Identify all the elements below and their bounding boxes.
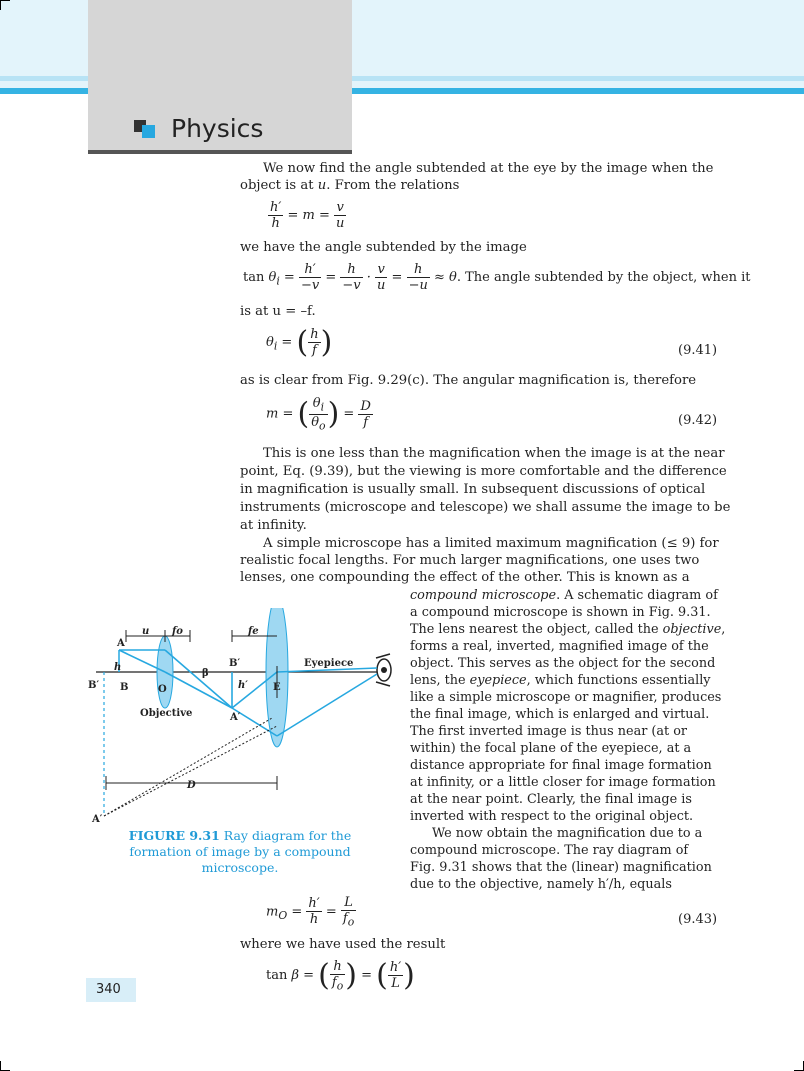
label-A-prime: A′	[230, 712, 241, 723]
text-line: instruments (microscope and telescope) we shall assume the image to be	[240, 500, 731, 515]
text-line: realistic focal lengths. For much larger magnifications, one uses two	[240, 553, 700, 568]
caption-label: FIGURE 9.31	[128, 828, 220, 843]
label-B-prime-image: B′	[229, 658, 241, 669]
label-u: u	[142, 626, 150, 637]
text-line: We now find the angle subtended at the eye by the image when the	[263, 161, 714, 176]
label-O: O	[158, 684, 167, 695]
text-line: as is clear from Fig. 9.29(c). The angular magnification is, therefore	[240, 373, 697, 388]
text-line: The first inverted image is thus near (at or	[410, 724, 688, 739]
label-D: D	[187, 780, 196, 791]
text-line: within) the focal plane of the eyepiece, at a	[410, 741, 692, 756]
text-line: is at u = –f.	[240, 304, 316, 319]
eye-icon	[376, 654, 391, 686]
crop-mark-icon	[0, 1061, 10, 1071]
text-line: at infinity.	[240, 518, 307, 533]
label-E: E	[273, 682, 281, 693]
label-h-prime: h′	[238, 680, 248, 691]
text-line: The lens nearest the object, called the objective,	[410, 622, 726, 637]
text-line: object is at u. From the relations	[240, 178, 460, 193]
label-fo: fo	[172, 626, 183, 637]
virtual-ray	[104, 726, 277, 816]
text-line: distance appropriate for final image formation	[410, 758, 712, 773]
text-line: A simple microscope has a limited maximum magnification (≤ 9) for	[263, 536, 719, 551]
text-line: a compound microscope is shown in Fig. 9.31.	[410, 605, 711, 620]
equation-number: (9.42)	[678, 413, 718, 428]
chapter-title: Physics	[171, 114, 264, 143]
equation-tan-theta: $\tan \theta_i$ = $\frac{h'}{-v}$ = $\frac{h}{-v}$ · $\frac{v}{u}$ = $\frac{h}{-u}$ ≈ θ. The angle subtended by the object, when it	[243, 262, 751, 293]
text-line: we have the angle subtended by the image	[240, 240, 527, 255]
text-line: forms a real, inverted, magnified image of the	[410, 639, 709, 654]
text-line: due to the objective, namely h′/h, equals	[410, 877, 672, 892]
chapter-icon	[134, 120, 158, 138]
label-A-double-prime: A′	[92, 814, 103, 824]
label-beta: β	[202, 668, 209, 679]
text-line: in magnification is usually small. In subsequent discussions of optical	[240, 482, 706, 497]
text-line: where we have used the result	[240, 937, 446, 952]
label-A: A	[117, 638, 125, 649]
label-objective: Objective	[140, 708, 193, 719]
equation-9-41: $\theta_i$ = ( $\frac{h}{f}$ )	[266, 325, 333, 360]
text-line: at infinity, or a little closer for image formation	[410, 775, 716, 790]
text-line: Fig. 9.31 shows that the (linear) magnification	[410, 860, 712, 875]
crop-mark-icon	[0, 0, 10, 10]
text-line: object. This serves as the object for the second	[410, 656, 716, 671]
equation-tan-beta: tan β = ( $\frac{h}{f_o}$ ) = ( $\frac{h'}{L}$ )	[266, 958, 415, 993]
text-line: lens, the eyepiece, which functions essentially	[410, 673, 711, 688]
page-number: 340	[96, 982, 121, 997]
caption-text: Ray diagram for the formation of image by a compound microscope.	[129, 828, 352, 875]
ray-diagram-figure	[82, 608, 400, 824]
text-line: at the near point. Clearly, the final image is	[410, 792, 692, 807]
equation-9-42: m = ( $\frac{\theta_i}{\theta_o}$ ) = $\frac{D}{f}$	[266, 396, 371, 433]
label-B-prime: B′	[88, 680, 100, 691]
text-line: lenses, one compounding the effect of the other. This is known as a	[240, 570, 690, 585]
text-line: the final image, which is enlarged and virtual.	[410, 707, 710, 722]
equation-9-43: $m_O$ = $\frac{h'}{h}$ = $\frac{L}{f_o}$	[266, 895, 355, 929]
text-line: inverted with respect to the original object.	[410, 809, 694, 824]
label-h: h	[114, 662, 122, 673]
text-line: This is one less than the magnification when the image is at the near	[263, 446, 725, 461]
text-line: compound microscope. A schematic diagram of	[410, 588, 718, 603]
equation-number: (9.41)	[678, 343, 718, 358]
label-fe: fe	[248, 626, 259, 637]
text-line: We now obtain the magnification due to a	[432, 826, 703, 841]
equation-magnification: $\frac{h'}{h}$ = m = $\frac{v}{u}$	[270, 200, 345, 231]
text-line: like a simple microscope or magnifier, produces	[410, 690, 722, 705]
page-number-badge	[86, 978, 136, 1002]
label-B: B	[120, 682, 129, 693]
text-line: compound microscope. The ray diagram of	[410, 843, 689, 858]
figure-caption	[120, 828, 360, 876]
chapter-tab-rule	[88, 150, 352, 154]
equation-number: (9.43)	[678, 912, 718, 927]
label-eyepiece: Eyepiece	[304, 658, 354, 669]
crop-mark-icon	[794, 1061, 804, 1071]
text-line: point, Eq. (9.39), but the viewing is more comfortable and the difference	[240, 464, 727, 479]
